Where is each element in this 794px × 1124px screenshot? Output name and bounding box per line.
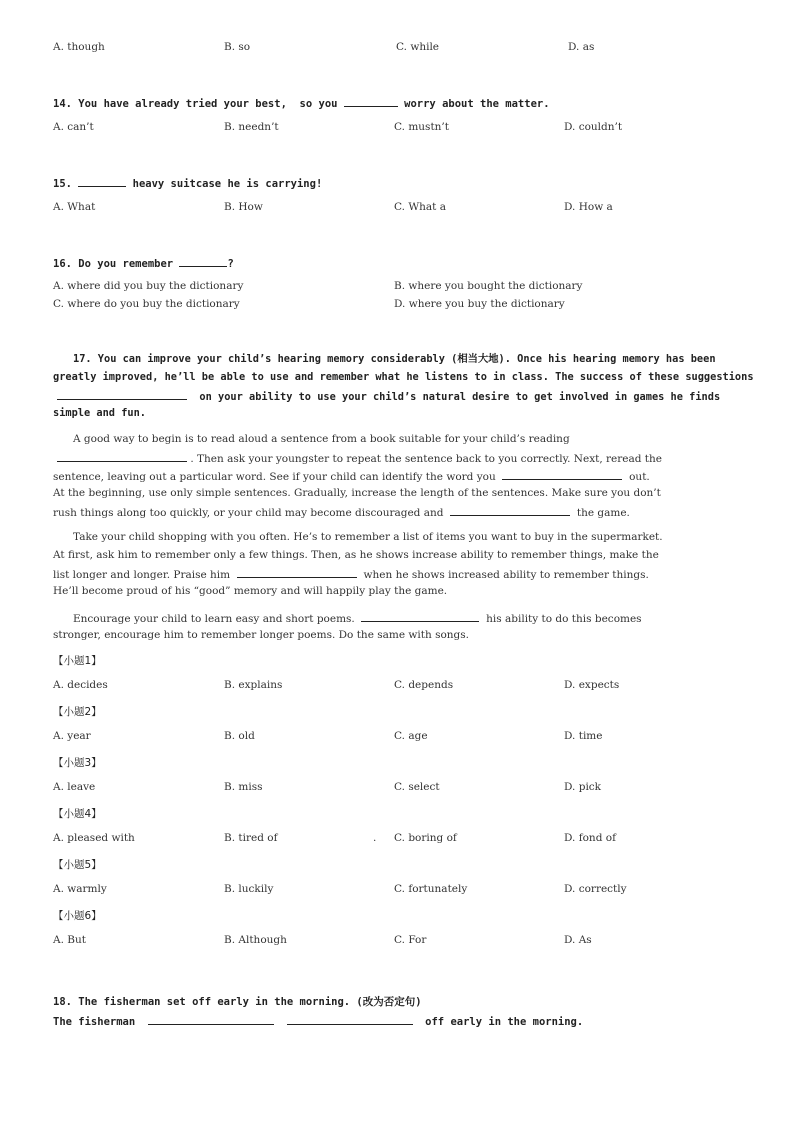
q15-question: 15. heavy suitcase he is carrying! xyxy=(53,175,322,191)
q16-blank[interactable] xyxy=(179,255,227,267)
sub1-option-b: B. explains xyxy=(224,679,283,691)
q17-blank-4[interactable] xyxy=(450,504,570,516)
sub3-option-d: D. pick xyxy=(564,781,602,793)
q14-option-d: D. couldn’t xyxy=(564,121,623,133)
q13-option-b: B. so xyxy=(224,41,251,53)
sub5-label: 【小题5】 xyxy=(53,859,102,871)
p2-line-3: list longer and longer. Praise him when he shows increased ability to remember things. xyxy=(53,566,649,582)
q14-option-b: B. needn’t xyxy=(224,121,279,133)
sub6-option-a: A. But xyxy=(53,934,86,946)
sub1-option-c: C. depends xyxy=(394,679,454,691)
p2-line-2: At first, ask him to remember only a few things. Then, as he shows increase ability to remember things, make the xyxy=(53,549,659,561)
sub4-stray-dot: . xyxy=(373,832,377,844)
sub4-option-d: D. fond of xyxy=(564,832,616,844)
sub6-option-d: D. As xyxy=(564,934,592,946)
q13-option-d: D. as xyxy=(568,41,595,53)
p1-line-4: At the beginning, use only simple sentences. Gradually, increase the length of the sentences. Make sure you don’t xyxy=(53,487,661,499)
q16-option-d: D. where you buy the dictionary xyxy=(394,298,565,310)
sub1-option-d: D. expects xyxy=(564,679,620,691)
q16-option-b: B. where you bought the dictionary xyxy=(394,280,583,292)
p2-line-4: He’ll become proud of his “good” memory and will happily play the game. xyxy=(53,585,448,597)
p1-line-2: . Then ask your youngster to repeat the sentence back to you correctly. Next, reread the xyxy=(53,450,662,466)
q15-blank[interactable] xyxy=(78,175,126,187)
q18-question: 18. The fisherman set off early in the morning. (改为否定句) xyxy=(53,996,422,1008)
sub2-option-d: D. time xyxy=(564,730,603,742)
sub5-option-b: B. luckily xyxy=(224,883,274,895)
q16-question: 16. Do you remember ? xyxy=(53,255,234,271)
sub6-option-b: B. Although xyxy=(224,934,287,946)
sub5-option-d: D. correctly xyxy=(564,883,627,895)
q16-option-a: A. where did you buy the dictionary xyxy=(53,280,244,292)
sub4-option-a: A. pleased with xyxy=(53,832,135,844)
p1-line-3: sentence, leaving out a particular word. See if your child can identify the word you out. xyxy=(53,468,650,484)
q17-intro-line-3: on your ability to use your child’s natural desire to get involved in games he finds xyxy=(53,388,720,404)
q18-blank-1[interactable] xyxy=(148,1013,274,1025)
q17-intro-line-2: greatly improved, he’ll be able to use and remember what he listens to in class. The success of these suggestions xyxy=(53,371,754,383)
sub4-option-b: B. tired of xyxy=(224,832,278,844)
q17-blank-5[interactable] xyxy=(237,566,357,578)
sub6-label: 【小题6】 xyxy=(53,910,102,922)
q15-option-d: D. How a xyxy=(564,201,613,213)
sub4-label: 【小题4】 xyxy=(53,808,102,820)
sub3-label: 【小题3】 xyxy=(53,757,102,769)
sub5-option-a: A. warmly xyxy=(53,883,107,895)
q14-option-c: C. mustn’t xyxy=(394,121,449,133)
q17-blank-3[interactable] xyxy=(502,468,622,480)
p2-line-1: Take your child shopping with you often. He’s to remember a list of items you want to buy in the supermarket. xyxy=(73,531,663,543)
q17-blank-2[interactable] xyxy=(57,450,187,462)
sub2-option-a: A. year xyxy=(53,730,91,742)
sub3-option-b: B. miss xyxy=(224,781,263,793)
q18-blank-2[interactable] xyxy=(287,1013,413,1025)
q17-blank-6[interactable] xyxy=(361,610,479,622)
p3-line-1: Encourage your child to learn easy and short poems. his ability to do this becomes xyxy=(73,610,642,626)
p1-line-5: rush things along too quickly, or your child may become discouraged and the game. xyxy=(53,504,630,520)
sub3-option-a: A. leave xyxy=(53,781,96,793)
q15-option-c: C. What a xyxy=(394,201,446,213)
sub2-label: 【小题2】 xyxy=(53,706,102,718)
sub6-option-c: C. For xyxy=(394,934,427,946)
sub3-option-c: C. select xyxy=(394,781,440,793)
sub5-option-c: C. fortunately xyxy=(394,883,468,895)
q14-blank[interactable] xyxy=(344,95,398,107)
p1-line-1: A good way to begin is to read aloud a sentence from a book suitable for your child’s reading xyxy=(73,433,570,445)
q14-question: 14. You have already tried your best, so you worry about the matter. xyxy=(53,95,550,111)
q17-blank-1[interactable] xyxy=(57,388,187,400)
q13-option-a: A. though xyxy=(53,41,105,53)
q14-option-a: A. can’t xyxy=(53,121,94,133)
sub4-option-c: C. boring of xyxy=(394,832,457,844)
q17-intro-line-4: simple and fun. xyxy=(53,407,146,419)
q13-option-c: C. while xyxy=(396,41,440,53)
q15-option-a: A. What xyxy=(53,201,96,213)
sub1-option-a: A. decides xyxy=(53,679,108,691)
sub2-option-c: C. age xyxy=(394,730,428,742)
q15-option-b: B. How xyxy=(224,201,263,213)
sub1-label: 【小题1】 xyxy=(53,655,102,667)
q17-intro-line-1: 17. You can improve your child’s hearing memory considerably (相当大地). Once his hearing memory has been xyxy=(73,353,716,365)
q18-answer-line: The fisherman off early in the morning. xyxy=(53,1013,583,1029)
sub2-option-b: B. old xyxy=(224,730,255,742)
q16-option-c: C. where do you buy the dictionary xyxy=(53,298,240,310)
p3-line-2: stronger, encourage him to remember longer poems. Do the same with songs. xyxy=(53,629,469,641)
